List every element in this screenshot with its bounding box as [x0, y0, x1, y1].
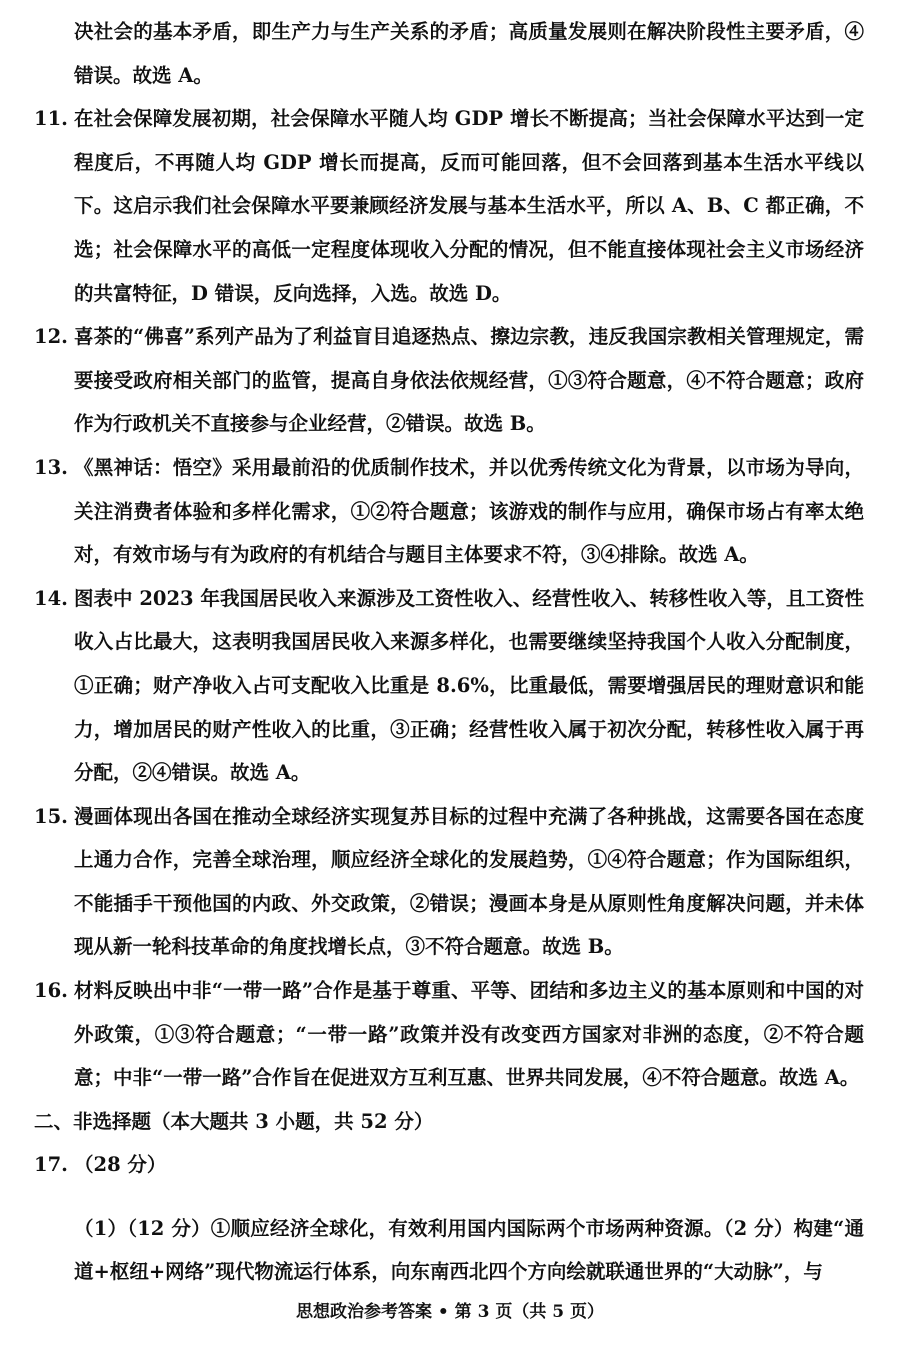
section-heading: 二、非选择题（本大题共 3 小题，共 52 分） — [34, 1109, 434, 1133]
question-number: 14. — [34, 586, 68, 610]
answer-text: 《黑神话：悟空》采用最前沿的优质制作技术，并以优秀传统文化为背景，以市场为导向，关注消费者体验和多样化需求，①②符合题意；该游戏的制作与应用，确保市场占有率太绝对，有效市场与有为政府的有机结合与题目主体要求不符，③④排除。故选 A。 — [74, 455, 864, 567]
answer-14 — [34, 577, 864, 795]
page-footer: 思想政治参考答案 • 第 3 页（共 5 页） — [295, 1302, 605, 1322]
answer-12 — [34, 315, 864, 446]
answer-11 — [34, 97, 864, 315]
question-score: （28 分） — [74, 1153, 167, 1177]
answer-text: 材料反映出中非“一带一路”合作是基于尊重、平等、团结和多边主义的基本原则和中国的对外政策，①③符合题意；“一带一路”政策并没有改变西方国家对非洲的态度，②不符合题意；中非“一带一路”合作旨在促进双方互利互惠、世界共同发展，④不符合题意。故选 A。 — [74, 979, 864, 1090]
answer-17-part-1: （1）（12 分）①顺应经济全球化，有效利用国内国际两个市场两种资源。（2 分）构建“通道+枢纽+网络”现代物流运行体系，向东南西北四个方向绘就联通世界的“大动脉”，与 — [74, 1216, 864, 1284]
question-number: 11. — [34, 107, 68, 131]
question-number: 17. — [34, 1153, 68, 1177]
answer-16 — [34, 969, 864, 1100]
answer-15 — [34, 795, 864, 969]
answer-10-continued — [34, 10, 864, 97]
question-number: 15. — [34, 804, 68, 828]
question-number: 13. — [34, 455, 68, 479]
answer-content — [34, 10, 864, 1313]
answer-text: 在社会保障发展初期，社会保障水平随人均 GDP 增长不断提高；当社会保障水平达到一定程度后，不再随人均 GDP 增长而提高，反而可能回落，但不会回落到基本生活水平线以下。这启示我们社会保障水平要兼顾经济发展与基本生活水平，所以 A、B、C 都正确，不选；社会保障水平的高低一定程度体现收入分配的情况，但不能直接体现社会主义市场经济的共富特征，D 错误，反向选择，入选。故选 D。 — [74, 107, 864, 305]
answer-text: 漫画体现出各国在推动全球经济实现复苏目标的过程中充满了各种挑战，这需要各国在态度上通力合作，完善全球治理，顺应经济全球化的发展趋势，①④符合题意；作为国际组织，不能插手干预他国的内政、外交政策，②错误；漫画本身是从原则性角度解决问题，并未体现从新一轮科技革命的角度找增长点，③不符合题意。故选 B。 — [74, 804, 864, 959]
answer-text: 决社会的基本矛盾，即生产力与生产关系的矛盾；高质量发展则在解决阶段性主要矛盾，④错误。故选 A。 — [74, 20, 864, 87]
question-number: 16. — [34, 979, 68, 1003]
answer-text: 图表中 2023 年我国居民收入来源涉及工资性收入、经营性收入、转移性收入等，且工资性收入占比最大，这表明我国居民收入来源多样化，也需要继续坚持我国个人收入分配制度，①正确；财产净收入占可支配收入比重是 8.6%，比重最低，需要增强居民的理财意识和能力，增加居民的财产性收入的比重，③正确；经营性收入属于初次分配，转移性收入属于再分配，②④错误。故选 A。 — [74, 586, 864, 785]
question-number: 12. — [34, 325, 68, 349]
question-17-header — [34, 1143, 864, 1187]
answer-text: 喜茶的“佛喜”系列产品为了利益盲目追逐热点、擦边宗教，违反我国宗教相关管理规定，需要接受政府相关部门的监管，提高自身依法依规经营，①③符合题意，④不符合题意；政府作为行政机关不直接参与企业经营，②错误。故选 B。 — [74, 325, 864, 436]
answer-13 — [34, 446, 864, 577]
